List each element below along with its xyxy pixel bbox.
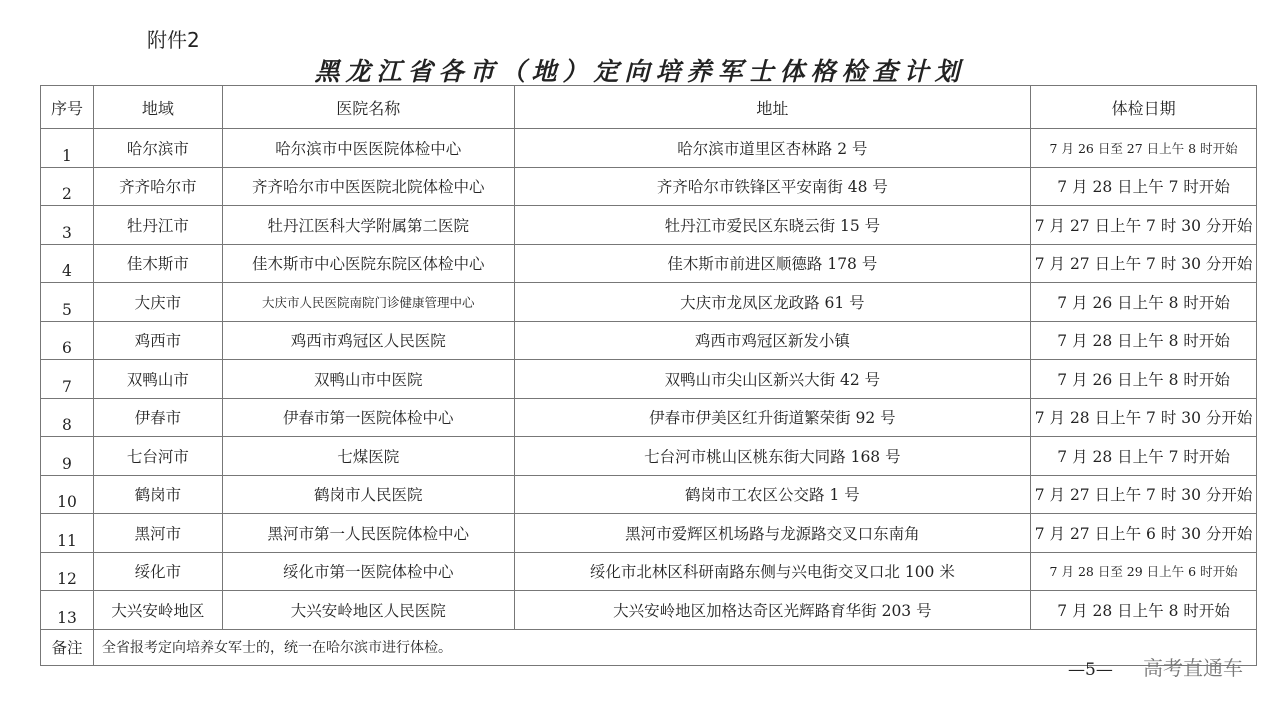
row-address: 大兴安岭地区加格达奇区光辉路育华街 203 号 <box>514 591 1031 630</box>
row-region: 伊春市 <box>93 398 222 437</box>
table-row <box>41 167 1257 206</box>
row-region: 绥化市 <box>93 552 222 591</box>
table-row <box>41 321 1257 360</box>
table-row <box>41 552 1257 591</box>
table-row <box>41 475 1257 514</box>
row-hospital: 大兴安岭地区人民医院 <box>222 591 514 630</box>
table-row <box>41 244 1257 283</box>
row-index: 5 <box>41 283 94 322</box>
header-hospital: 医院名称 <box>222 86 514 129</box>
row-region: 鹤岗市 <box>93 475 222 514</box>
row-address: 绥化市北林区科研南路东侧与兴电街交叉口北 100 米 <box>514 552 1031 591</box>
table-row <box>41 398 1257 437</box>
row-index: 12 <box>41 552 94 591</box>
remark-label: 备注 <box>41 629 94 666</box>
row-region: 佳木斯市 <box>93 244 222 283</box>
row-region: 大庆市 <box>93 283 222 322</box>
table-row <box>41 360 1257 399</box>
row-date: 7 月 28 日上午 7 时开始 <box>1031 167 1257 206</box>
row-index: 4 <box>41 244 94 283</box>
row-date: 7 月 27 日上午 7 时 30 分开始 <box>1031 475 1257 514</box>
table-row <box>41 437 1257 476</box>
row-address: 鹤岗市工农区公交路 1 号 <box>514 475 1031 514</box>
row-region: 齐齐哈尔市 <box>93 167 222 206</box>
row-address: 牡丹江市爱民区东晓云街 15 号 <box>514 206 1031 245</box>
table-header-row <box>41 86 1257 129</box>
row-hospital: 哈尔滨市中医医院体检中心 <box>222 129 514 168</box>
row-date: 7 月 26 日上午 8 时开始 <box>1031 360 1257 399</box>
row-region: 鸡西市 <box>93 321 222 360</box>
row-date: 7 月 28 日上午 7 时 30 分开始 <box>1031 398 1257 437</box>
row-date: 7 月 28 日至 29 日上午 6 时开始 <box>1031 552 1257 591</box>
row-index: 13 <box>41 591 94 630</box>
row-hospital: 齐齐哈尔市中医医院北院体检中心 <box>222 167 514 206</box>
row-hospital: 绥化市第一医院体检中心 <box>222 552 514 591</box>
row-address: 双鸭山市尖山区新兴大街 42 号 <box>514 360 1031 399</box>
page-number: —5— <box>1068 660 1113 680</box>
row-region: 牡丹江市 <box>93 206 222 245</box>
row-date: 7 月 26 日上午 8 时开始 <box>1031 283 1257 322</box>
attachment-label: 附件2 <box>147 28 200 52</box>
row-region: 哈尔滨市 <box>93 129 222 168</box>
row-date: 7 月 27 日上午 6 时 30 分开始 <box>1031 514 1257 553</box>
table-row <box>41 591 1257 630</box>
header-region: 地域 <box>93 86 222 129</box>
table-row <box>41 129 1257 168</box>
header-date: 体检日期 <box>1031 86 1257 129</box>
row-index: 1 <box>41 129 94 168</box>
row-date: 7 月 27 日上午 7 时 30 分开始 <box>1031 206 1257 245</box>
watermark: 高考直通车 <box>1143 656 1243 680</box>
row-address: 齐齐哈尔市铁锋区平安南街 48 号 <box>514 167 1031 206</box>
table-row <box>41 206 1257 245</box>
row-region: 双鸭山市 <box>93 360 222 399</box>
document-title: 黑龙江省各市（地）定向培养军士体格检查计划 <box>314 57 966 86</box>
row-index: 7 <box>41 360 94 399</box>
row-date: 7 月 27 日上午 7 时 30 分开始 <box>1031 244 1257 283</box>
row-date: 7 月 28 日上午 7 时开始 <box>1031 437 1257 476</box>
row-index: 6 <box>41 321 94 360</box>
row-hospital: 七煤医院 <box>222 437 514 476</box>
row-address: 大庆市龙凤区龙政路 61 号 <box>514 283 1031 322</box>
row-date: 7 月 26 日至 27 日上午 8 时开始 <box>1031 129 1257 168</box>
row-region: 黑河市 <box>93 514 222 553</box>
table-row <box>41 283 1257 322</box>
row-address: 七台河市桃山区桃东街大同路 168 号 <box>514 437 1031 476</box>
exam-schedule-table <box>40 85 1257 666</box>
table-row <box>41 514 1257 553</box>
remark-text: 全省报考定向培养女军士的，统一在哈尔滨市进行体检。 <box>93 629 1256 666</box>
row-hospital: 佳木斯市中心医院东院区体检中心 <box>222 244 514 283</box>
row-hospital: 伊春市第一医院体检中心 <box>222 398 514 437</box>
row-hospital: 黑河市第一人民医院体检中心 <box>222 514 514 553</box>
row-address: 鸡西市鸡冠区新发小镇 <box>514 321 1031 360</box>
row-hospital: 双鸭山市中医院 <box>222 360 514 399</box>
row-date: 7 月 28 日上午 8 时开始 <box>1031 321 1257 360</box>
row-index: 9 <box>41 437 94 476</box>
row-index: 8 <box>41 398 94 437</box>
row-address: 伊春市伊美区红升街道繁荣街 92 号 <box>514 398 1031 437</box>
row-address: 佳木斯市前进区顺德路 178 号 <box>514 244 1031 283</box>
row-index: 3 <box>41 206 94 245</box>
row-address: 黑河市爱辉区机场路与龙源路交叉口东南角 <box>514 514 1031 553</box>
row-hospital: 鹤岗市人民医院 <box>222 475 514 514</box>
row-region: 七台河市 <box>93 437 222 476</box>
row-hospital: 大庆市人民医院南院门诊健康管理中心 <box>222 283 514 322</box>
header-index: 序号 <box>41 86 94 129</box>
row-hospital: 牡丹江医科大学附属第二医院 <box>222 206 514 245</box>
row-date: 7 月 28 日上午 8 时开始 <box>1031 591 1257 630</box>
row-hospital: 鸡西市鸡冠区人民医院 <box>222 321 514 360</box>
row-region: 大兴安岭地区 <box>93 591 222 630</box>
row-index: 10 <box>41 475 94 514</box>
header-address: 地址 <box>514 86 1031 129</box>
row-index: 2 <box>41 167 94 206</box>
row-index: 11 <box>41 514 94 553</box>
row-address: 哈尔滨市道里区杏林路 2 号 <box>514 129 1031 168</box>
